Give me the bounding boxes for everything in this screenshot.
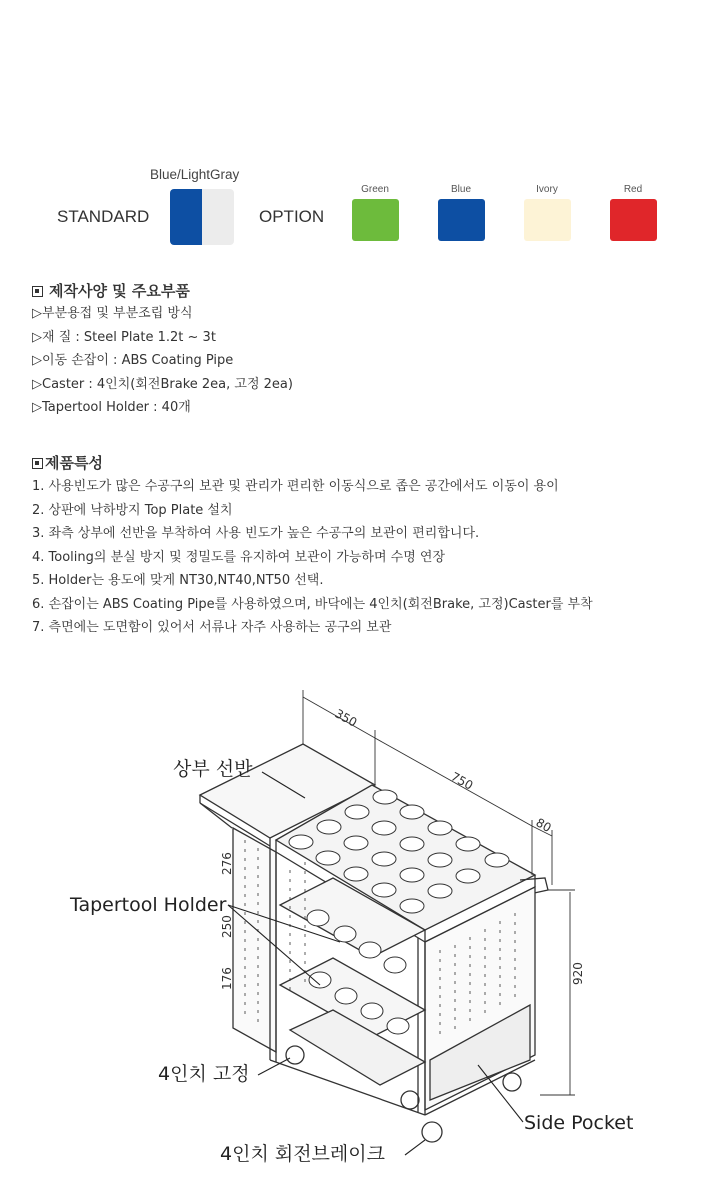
square-bullet-icon bbox=[32, 286, 43, 297]
list-item: 3. 좌측 상부에 선반을 부착하여 사용 빈도가 높은 수공구의 보관이 편리합니다. bbox=[32, 526, 480, 541]
label-top-shelf: 상부 선반 bbox=[173, 758, 253, 780]
option-caption: Blue bbox=[450, 184, 471, 195]
list-item: ▷재 질 : Steel Plate 1.2t ~ 3t bbox=[32, 329, 216, 345]
label-brake-caster: 4인치 회전브레이크 bbox=[220, 1143, 385, 1165]
features-title-text: 제품특성 bbox=[45, 454, 103, 472]
list-item: ▷Tapertool Holder : 40개 bbox=[32, 400, 191, 416]
option-green bbox=[351, 184, 399, 241]
option-label: OPTION bbox=[259, 207, 325, 226]
option-swatch bbox=[438, 199, 485, 241]
features-list bbox=[32, 475, 593, 640]
option-swatch bbox=[352, 199, 399, 241]
list-item: 7. 측면에는 도면함이 있어서 서류나 자주 사용하는 공구의 보관 bbox=[32, 620, 392, 635]
list-item: ▷부분용접 및 부분조립 방식 bbox=[32, 306, 193, 321]
dim-height: 920 bbox=[571, 962, 585, 985]
option-caption: Ivory bbox=[536, 184, 558, 195]
dim-shelf2: 250 bbox=[220, 915, 234, 938]
list-item: 4. Tooling의 분실 방지 및 정밀도를 유지하여 보관이 가능하며 수명 연장 bbox=[32, 549, 446, 565]
dim-depth: 350 bbox=[332, 706, 360, 730]
dim-shelf1: 276 bbox=[220, 852, 234, 875]
list-item: 2. 상판에 낙하방지 Top Plate 설치 bbox=[32, 502, 233, 518]
option-caption: Red bbox=[623, 184, 643, 195]
dim-side: 80 bbox=[533, 815, 554, 836]
list-item: 1. 사용빈도가 많은 수공구의 보관 및 관리가 편리한 이동식으로 좁은 공간에서도 이동이 용이 bbox=[32, 479, 559, 494]
option-swatch bbox=[610, 199, 657, 241]
list-item: ▷이동 손잡이 : ABS Coating Pipe bbox=[32, 353, 234, 369]
features-title bbox=[32, 452, 103, 473]
cart-diagram bbox=[0, 660, 709, 1181]
label-fixed-caster: 4인치 고정 bbox=[158, 1063, 250, 1085]
label-side-pocket: Side Pocket bbox=[524, 1112, 634, 1134]
option-blue bbox=[437, 184, 485, 241]
list-item: ▷Caster : 4인치(회전Brake 2ea, 고정 2ea) bbox=[32, 376, 293, 392]
spec-list bbox=[32, 302, 293, 420]
dim-shelf3: 176 bbox=[220, 967, 234, 990]
option-ivory bbox=[523, 184, 571, 241]
option-swatch bbox=[524, 199, 571, 241]
dim-width: 750 bbox=[448, 769, 476, 793]
standard-caption: Blue/LightGray bbox=[150, 167, 240, 182]
standard-swatch bbox=[170, 189, 234, 245]
spec-title-text: 제작사양 및 주요부품 bbox=[49, 282, 190, 300]
square-bullet-icon bbox=[32, 458, 43, 469]
option-red bbox=[609, 184, 657, 241]
list-item: 6. 손잡이는 ABS Coating Pipe를 사용하였으며, 바닥에는 4인치(회전Brake, 고정)Caster를 부착 bbox=[32, 596, 593, 612]
option-caption: Green bbox=[361, 184, 389, 195]
label-holder: Tapertool Holder bbox=[70, 894, 227, 916]
standard-swatch-primary bbox=[170, 189, 202, 245]
standard-label: STANDARD bbox=[57, 207, 150, 226]
spec-title bbox=[32, 280, 190, 301]
list-item: 5. Holder는 용도에 맞게 NT30,NT40,NT50 선택. bbox=[32, 573, 324, 588]
standard-swatch-secondary bbox=[202, 189, 234, 245]
